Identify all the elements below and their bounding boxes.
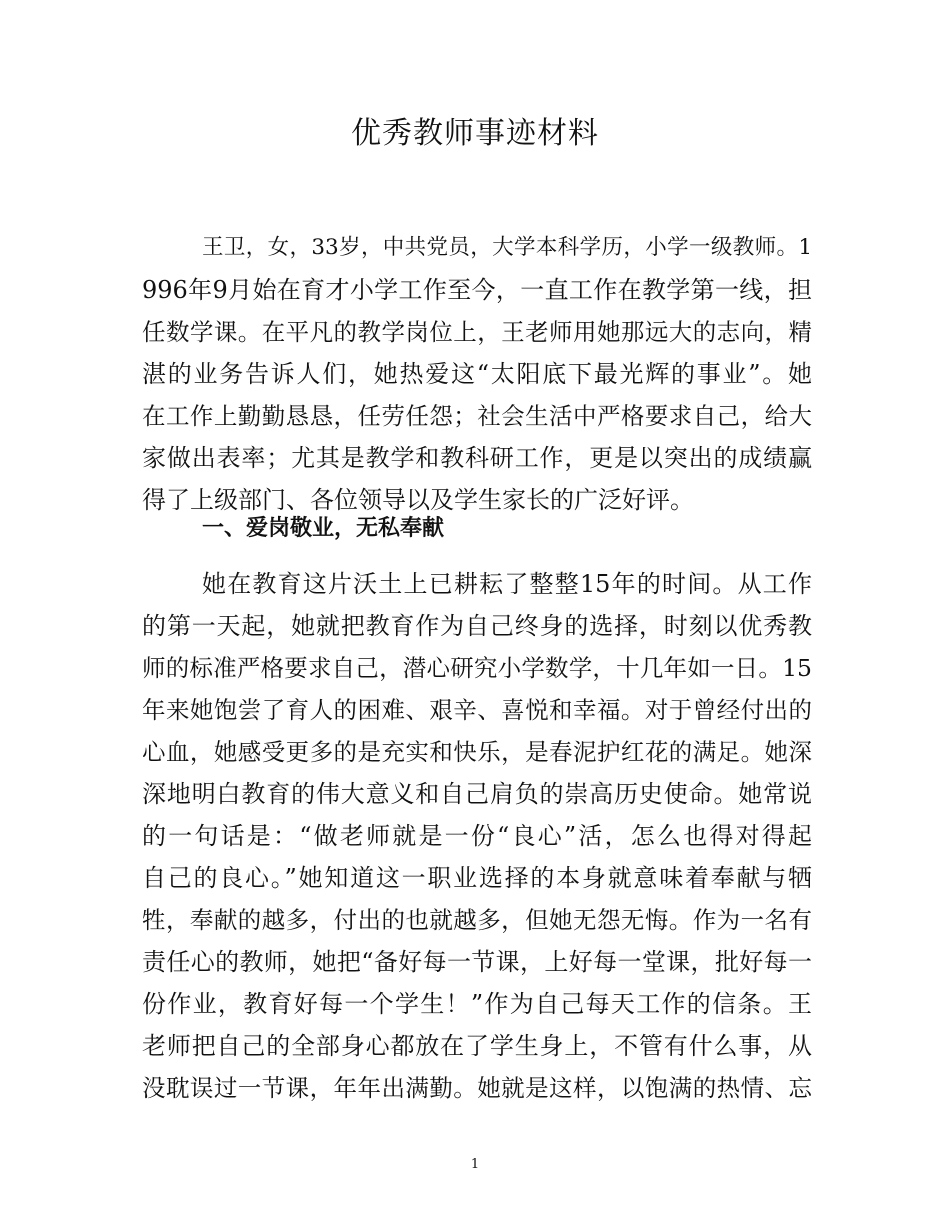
paragraph-line: 年来她饱尝了育人的困难、艰辛、喜悦和幸福。对于曾经付出的 [142, 696, 812, 724]
paragraph-line: 王卫，女，33岁，中共党员，大学本科学历，小学一级教师。1 [202, 235, 812, 260]
document-title: 优秀教师事迹材料 [351, 116, 599, 151]
paragraph-line: 在工作上勤勤恳恳，任劳任怨；社会生活中严格要求自己，给大 [142, 402, 812, 430]
paragraph-line: 得了上级部门、各位领导以及学生家长的广泛好评。 [142, 486, 694, 514]
paragraph-line: 牲，奉献的越多，付出的也就越多，但她无怨无悔。作为一名有 [142, 906, 812, 934]
paragraph-line: 的一句话是：“做老师就是一份“良心”活，怎么也得对得起 [142, 822, 812, 850]
paragraph-line: 师的标准严格要求自己，潜心研究小学数学，十几年如一日。15 [142, 654, 812, 682]
paragraph-line: 自己的良心。”她知道这一职业选择的本身就意味着奉献与牺 [142, 864, 812, 892]
paragraph-line: 她在教育这片沃土上已耕耘了整整15年的时间。从工作 [202, 570, 812, 598]
section-heading: 一、爱岗敬业，无私奉献 [202, 516, 445, 541]
paragraph-line: 份作业，教育好每一个学生！”作为自己每天工作的信条。王 [142, 990, 812, 1018]
paragraph-line: 没耽误过一节课，年年出满勤。她就是这样，以饱满的热情、忘 [142, 1074, 812, 1102]
paragraph-line: 996年9月始在育才小学工作至今，一直工作在教学第一线，担 [142, 276, 812, 304]
paragraph-line: 深地明白教育的伟大意义和自己肩负的崇高历史使命。她常说 [142, 780, 812, 808]
paragraph-line: 心血，她感受更多的是充实和快乐，是春泥护红花的满足。她深 [142, 738, 812, 766]
paragraph-line: 的第一天起，她就把教育作为自己终身的选择，时刻以优秀教 [142, 612, 812, 640]
paragraph-line: 责任心的教师，她把“备好每一节课，上好每一堂课，批好每一 [142, 948, 812, 976]
paragraph-line: 老师把自己的全部身心都放在了学生身上，不管有什么事，从 [142, 1032, 812, 1060]
paragraph-line: 湛的业务告诉人们，她热爱这“太阳底下最光辉的事业”。她 [142, 360, 812, 388]
paragraph-line: 任数学课。在平凡的教学岗位上，王老师用她那远大的志向，精 [142, 318, 812, 346]
paragraph-line: 家做出表率；尤其是教学和教科研工作，更是以突出的成绩赢 [142, 444, 812, 472]
page-number: 1 [470, 1157, 480, 1172]
